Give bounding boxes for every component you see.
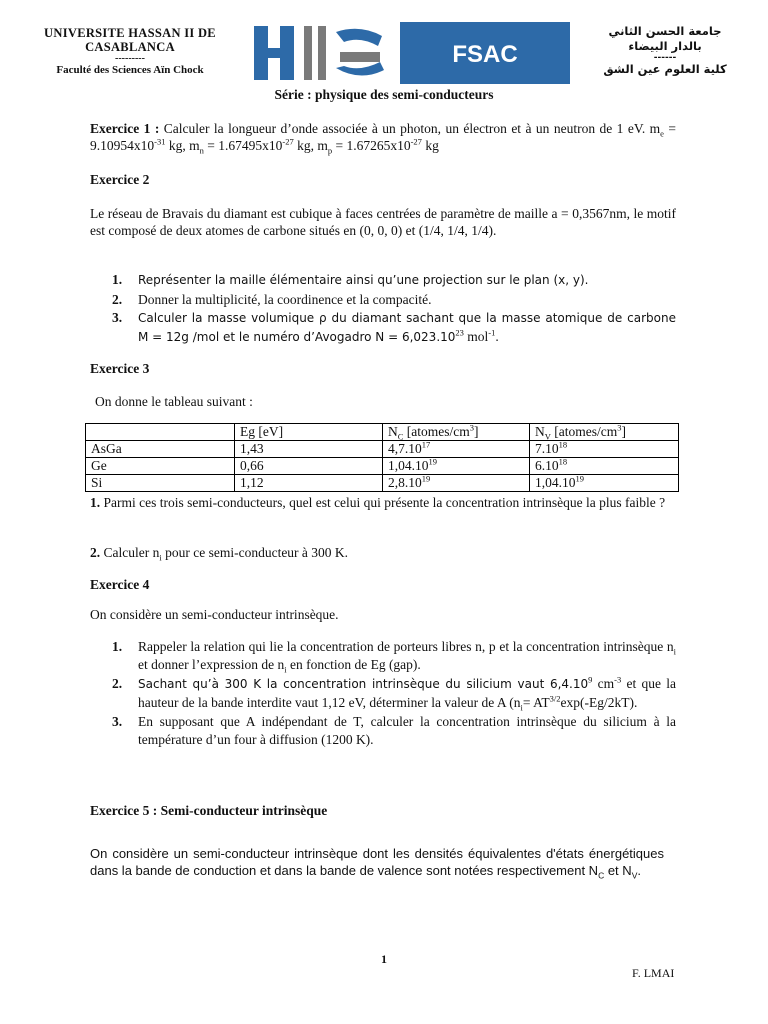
cell-nc [383, 458, 530, 475]
uni-ar-separator: ------ [653, 53, 677, 63]
exercise-5-heading: Exercice 5 : Semi-conducteur intrinsèque [90, 803, 328, 818]
table-header-nv [530, 424, 679, 441]
table-header-eg: Eg [eV] [235, 424, 383, 441]
item-text: Représenter la maille élémentaire ainsi qu’une projection sur le plan (x, y). [138, 273, 589, 287]
table-row [86, 475, 679, 492]
exercise-3-intro: On donne le tableau suivant : [95, 394, 253, 409]
ex1-sup2: -27 [282, 136, 294, 147]
item-number: 3. [112, 714, 123, 729]
nc-sub: C [397, 431, 404, 442]
exercise-3-heading: Exercice 3 [90, 361, 150, 376]
item-text-c: . [495, 328, 499, 344]
ex5-text-b: et N [604, 863, 632, 878]
table-row [86, 458, 679, 475]
item-sub2: i [284, 664, 287, 675]
ex5-sub1: C [598, 870, 605, 881]
nv-sup: 3 [617, 422, 622, 433]
table-row [86, 441, 679, 458]
cell-eg: 1,43 [235, 441, 383, 458]
exercise-5-text [90, 845, 664, 879]
item-sup3: 3/2 [549, 693, 561, 703]
ex1-sub-n: n [199, 145, 204, 156]
ex1-text-f: = 1.67265x10 [332, 138, 411, 153]
exercise-3-question-1 [90, 494, 676, 511]
fsac-logo [250, 22, 570, 84]
nv-mantissa: 6.10 [535, 458, 559, 473]
nc-unit: [atomes/cm [403, 424, 470, 439]
exercise-4-intro: On considère un semi-conducteur intrinsèque. [90, 607, 339, 622]
ex1-text-c: kg, m [165, 138, 200, 153]
nv-sub: V [544, 431, 551, 442]
item-sup2: -1 [488, 327, 496, 337]
cell-name: AsGa [86, 441, 235, 458]
uni-fr-line1: UNIVERSITE HASSAN II DE [44, 26, 216, 40]
nc-sup: 3 [469, 422, 475, 433]
cell-nc [383, 441, 530, 458]
nv-exponent: 18 [558, 439, 568, 450]
ex1-sup1: -31 [154, 136, 166, 147]
nc-label: N [388, 424, 398, 439]
list-item [112, 675, 676, 711]
ex1-sup3: -27 [410, 136, 422, 147]
item-text: En supposant que A indépendant de T, calculer la concentration intrinsèque du silicium à la température d’un four à diffusion (1200 K). [138, 714, 676, 747]
page-number: 1 [381, 952, 387, 966]
nc-end: ] [474, 424, 479, 439]
semiconductor-table [85, 423, 679, 492]
nc-mantissa: 4,7.10 [388, 441, 422, 456]
q2-number: 2. [90, 545, 101, 560]
ex1-text-a: Calculer la longueur d’onde associée à un photon, un électron et à un neutron de 1 eV. m [159, 121, 661, 136]
nv-exponent: 18 [558, 456, 568, 467]
uni-ar-line1: جامعة الحسن الثاني [608, 24, 722, 38]
nc-exponent: 17 [421, 439, 431, 450]
item-sub1: i [673, 646, 676, 657]
uni-fr-line2: CASABLANCA [85, 40, 175, 54]
ex1-sub-p: p [327, 145, 333, 156]
nv-mantissa: 7.10 [535, 441, 559, 456]
nc-exponent: 19 [428, 456, 437, 467]
item-sub: i [520, 702, 523, 713]
list-item [112, 291, 676, 309]
item-sup2: -3 [614, 674, 622, 685]
cell-nv [530, 458, 679, 475]
table-header-row [86, 424, 679, 441]
item-number: 2. [112, 676, 123, 691]
logo-text: FSAC [452, 41, 518, 68]
item-text: Donner la multiplicité, la coordinence et la compacité. [138, 291, 432, 307]
item-sup1: 9 [588, 674, 593, 685]
item-number: 1. [112, 639, 123, 654]
author-name: F. LMAI [632, 966, 675, 980]
item-text: Rappeler la relation qui lie la concentration de porteurs libres n, p et la concentration intrinsèque n [138, 639, 674, 654]
cell-eg: 1,12 [235, 475, 383, 492]
nc-mantissa: 1,04.10 [388, 458, 429, 473]
q2-text-b: pour ce semi-conducteur à 300 K. [161, 545, 349, 560]
nv-mantissa: 1,04.10 [535, 475, 576, 490]
nv-end: ] [621, 424, 626, 439]
exercise-1 [90, 120, 676, 154]
item-text-b: cm [592, 676, 615, 691]
item-text-b: mol [463, 328, 489, 344]
item-sup: 23 [455, 327, 464, 337]
uni-fr-line3: Faculté des Sciences Aïn Chock [56, 64, 204, 76]
item-text: Sachant qu’à 300 K la concentration intrinsèque du silicium vaut 6,4.10 [138, 677, 589, 691]
cell-nc [383, 475, 530, 492]
item-number: 1. [112, 272, 123, 287]
exercise-4-heading: Exercice 4 [90, 577, 150, 592]
exercise-2-heading: Exercice 2 [90, 172, 150, 187]
list-item [112, 713, 676, 748]
nv-exponent: 19 [575, 473, 584, 484]
ex5-sub2: V [631, 870, 638, 881]
cell-nv [530, 441, 679, 458]
list-item [112, 638, 676, 673]
ex5-text-c: . [637, 863, 641, 878]
cell-name: Si [86, 475, 235, 492]
exercise-2-intro: Le réseau de Bravais du diamant est cubique à faces centrées de paramètre de maille a = 0,3567nm, le motif est composé de deux atomes de carbone situés en (0, 0, 0) et (1/4, 1/4, 1/4). [90, 206, 676, 238]
item-number: 2. [112, 291, 123, 307]
university-name-french [30, 26, 230, 77]
list-item [112, 309, 676, 346]
cell-name: Ge [86, 458, 235, 475]
item-number: 3. [112, 310, 123, 325]
cell-eg: 0,66 [235, 458, 383, 475]
exercise-4-list [112, 638, 676, 749]
nc-mantissa: 2,8.10 [388, 475, 422, 490]
exercise-3-question-2 [90, 544, 676, 561]
item-text-b: et donner l’expression de n [138, 656, 285, 672]
q1-number: 1. [90, 495, 101, 510]
fsac-logo-graphic [250, 22, 570, 84]
table-header-nc [383, 424, 530, 441]
uni-fr-separator: --------- [115, 53, 145, 64]
table-header-empty [86, 424, 235, 441]
item-text-d: = AT [522, 694, 550, 710]
q2-text-a: Calculer n [100, 545, 160, 560]
exercise-1-heading: Exercice 1 : [90, 121, 160, 136]
nc-exponent: 19 [421, 473, 431, 484]
uni-ar-line2: بالدار البيضاء [628, 39, 702, 53]
nv-label: N [535, 424, 545, 439]
university-name-arabic [585, 24, 745, 77]
ex1-text-e: kg, m [293, 138, 328, 153]
page-title: Série : physique des semi-conducteurs [274, 87, 494, 102]
item-text-c: et que la hauteur de la bande interdite vaut 1,12 eV, déterminer la valeur de A (n [138, 676, 676, 710]
exercise-2-list [112, 271, 676, 347]
item-text-e: exp(-Eg/2kT). [560, 694, 638, 710]
cell-nv [530, 475, 679, 492]
item-text-c: en fonction de Eg (gap). [286, 656, 421, 672]
ex5-text-a: On considère un semi-conducteur intrinsèque dont les densités équivalentes d'états énergétiques dans la bande de conduction et dans la bande de valence sont notées respectivement N [90, 846, 664, 878]
uni-ar-line3: كلية العلوم عين الشق [603, 62, 727, 76]
ex1-sub-e: e [660, 128, 664, 139]
q2-sub: i [159, 552, 162, 563]
item-text: Calculer la masse volumique ρ du diamant sachant que la masse atomique de carbone M = 12g /mol et le numéro d’Avogadro N = 6,023.10 [138, 311, 676, 344]
ex1-text-d: = 1.67495x10 [203, 138, 283, 153]
nv-unit: [atomes/cm [550, 424, 618, 439]
ex1-text-b: = 9.10954x10 [90, 121, 676, 153]
list-item [112, 271, 676, 290]
ex1-text-g: kg [421, 138, 439, 153]
q1-text: Parmi ces trois semi-conducteurs, quel est celui qui présente la concentration intrinsèque la plus faible ? [100, 495, 666, 510]
